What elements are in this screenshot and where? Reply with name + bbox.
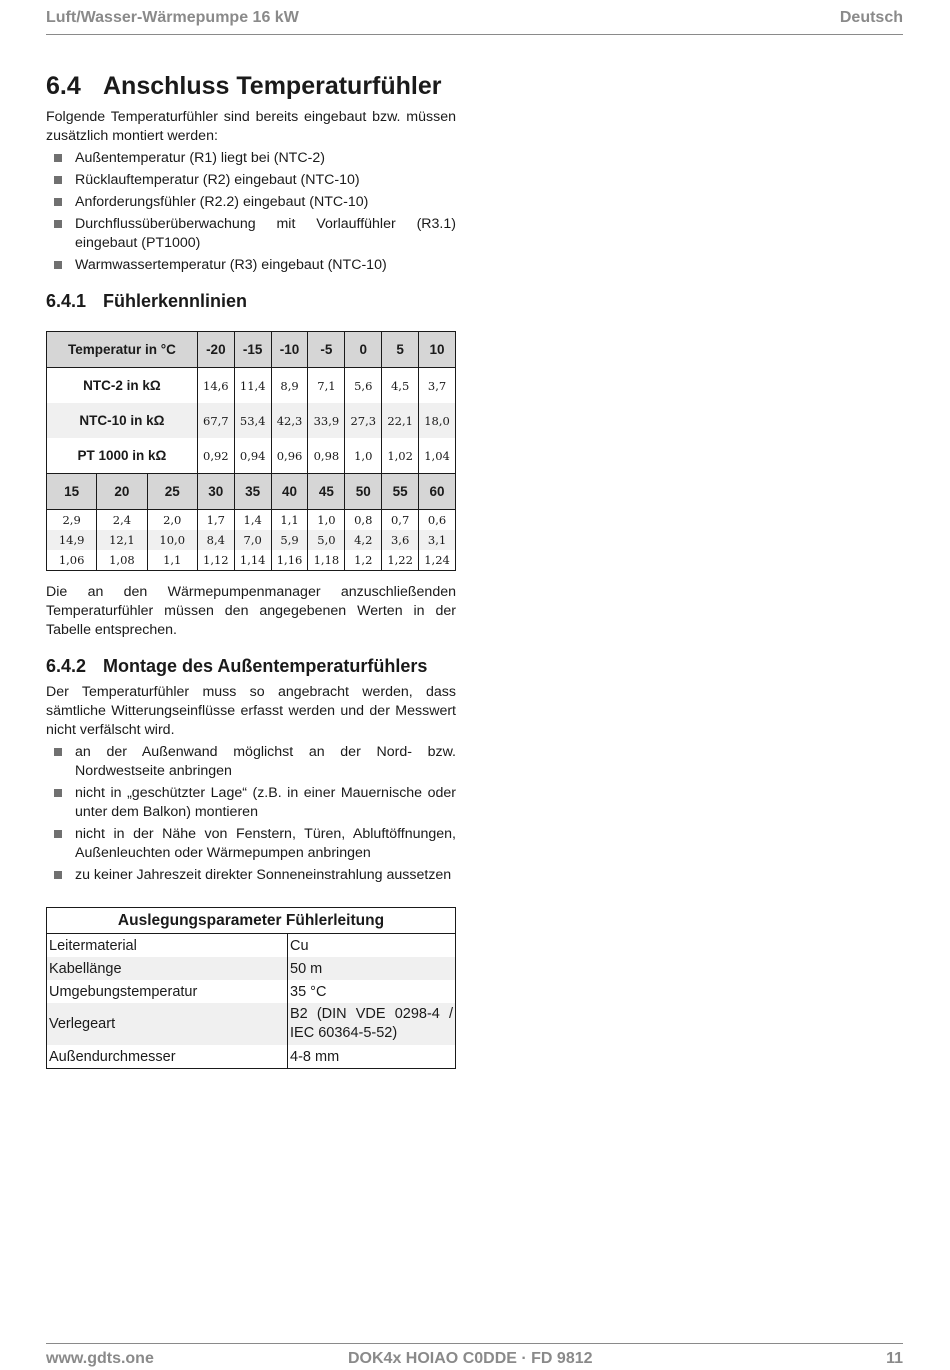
table-row: NTC-2 in kΩ 14,6 11,4 8,9 7,1 5,6 4,5 3,7 [47,368,456,404]
square-bullet-icon [54,748,62,756]
table-title: Auslegungsparameter Fühlerleitung [47,908,456,934]
table-row: Umgebungstemperatur 35 °C [47,980,456,1003]
table-cell: 0 [345,332,382,368]
table-cell: 5 [382,332,419,368]
table-cell: -10 [271,332,308,368]
subsection-heading: 6.4.1 Fühlerkennlinien [46,291,248,311]
section-title: Anschluss Temperaturfühler [103,72,442,100]
table-row: Kabellänge 50 m [47,957,456,980]
subsection-heading: 6.4.2 Montage des Außentemperaturfühlers [46,656,428,676]
sensor-curve-table [46,331,456,571]
list-item: Rücklauftemperatur (R2) eingebaut (NTC-10) [46,171,456,190]
square-bullet-icon [54,871,62,879]
square-bullet-icon [54,220,62,228]
table-cell: -15 [234,332,271,368]
sensor-list [46,149,456,275]
table-header-row [47,332,456,368]
table-row: 2,9 2,4 2,0 1,7 1,4 1,1 1,0 0,8 0,7 0,6 [47,510,456,531]
list-item: Durchflussüberüberwachung mit Vorlauffühler (R3.1) eingebaut (PT1000) [46,215,456,253]
footer-website: www.gdts.one [46,1350,154,1367]
table-row: PT 1000 in kΩ 0,92 0,94 0,96 0,98 1,0 1,02 1,04 [47,438,456,474]
square-bullet-icon [54,154,62,162]
table-row: Verlegeart B2 (DIN VDE 0298-4 / IEC 60364-5-52) [47,1003,456,1045]
table-row: 14,9 12,1 10,0 8,4 7,0 5,9 5,0 4,2 3,6 3,1 [47,530,456,550]
section-intro: Folgende Temperaturfühler sind bereits eingebaut bzw. müssen zusätzlich montiert werden: [46,109,456,144]
table-note: Die an den Wärmepumpenmanager anzuschließenden Temperaturfühler müssen den angegebenen Werten in der Tabelle entsprechen. [46,584,456,638]
page-header [46,6,903,35]
page-number: 11 [886,1350,903,1367]
mounting-intro: Der Temperaturfühler muss so angebracht werden, dass sämtliche Witterungseinflüsse erfasst werden und der Messwert nicht verfälscht wird. [46,684,456,738]
list-item: zu keiner Jahreszeit direkter Sonneneinstrahlung aussetzen [46,866,456,885]
list-item: Außentemperatur (R1) liegt bei (NTC-2) [46,149,456,168]
list-item: Anforderungsfühler (R2.2) eingebaut (NTC-10) [46,193,456,212]
header-title: Luft/Wasser-Wärmepumpe 16 kW [46,9,299,26]
section-heading [46,70,456,102]
main-column [46,70,456,1069]
list-item: nicht in der Nähe von Fenstern, Türen, Abluftöffnungen, Außenleuchten oder Wärmepumpen anbringen [46,825,456,863]
temperature-header: Temperatur in °C [47,332,198,368]
page-footer [46,1343,903,1370]
square-bullet-icon [54,789,62,797]
list-item: an der Außenwand möglichst an der Nord- bzw. Nordwestseite anbringen [46,743,456,781]
table-header-row: 15 20 25 30 35 40 45 50 55 60 [47,474,456,510]
square-bullet-icon [54,830,62,838]
table-cell: -5 [308,332,345,368]
mounting-list [46,743,456,885]
square-bullet-icon [54,261,62,269]
table-row: NTC-10 in kΩ 67,7 53,4 42,3 33,9 27,3 22,1 18,0 [47,403,456,438]
square-bullet-icon [54,176,62,184]
table-cell: -20 [197,332,234,368]
list-item: nicht in „geschützter Lage“ (z.B. in einer Mauernische oder unter dem Balkon) montieren [46,784,456,822]
list-item: Warmwassertemperatur (R3) eingebaut (NTC-10) [46,256,456,275]
table-row: 1,06 1,08 1,1 1,12 1,14 1,16 1,18 1,2 1,22 1,24 [47,550,456,571]
footer-document-code: DOK4x HOIAO C0DDE · FD 9812 [348,1350,593,1367]
table-row: Außendurchmesser 4-8 mm [47,1045,456,1069]
table-cell: 10 [419,332,456,368]
table-row: Leitermaterial Cu [47,934,456,958]
header-language: Deutsch [839,9,903,26]
cable-parameter-table [46,907,456,1069]
square-bullet-icon [54,198,62,206]
section-number: 6.4 [46,72,81,100]
